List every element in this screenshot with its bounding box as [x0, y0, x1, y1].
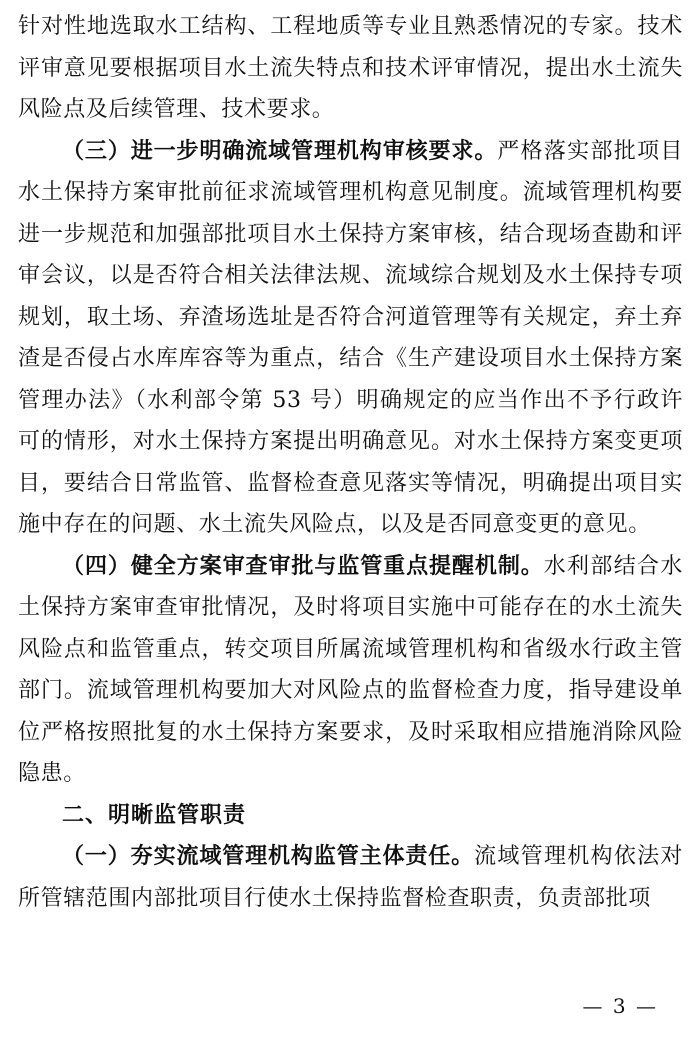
- paragraph-3-heading: （三）进一步明确流域管理机构审核要求。: [62, 138, 498, 164]
- document-body: [18, 6, 683, 919]
- paragraph-5-body: 流域管理机构依法对所管辖范围内部批项目行使水土保持监督检查职责，负责部批项: [18, 844, 683, 911]
- paragraph-4-heading: （四）健全方案审查审批与监管重点提醒机制。: [62, 553, 544, 579]
- paragraph-continuation: [18, 6, 683, 131]
- paragraph-5-heading: （一）夯实流域管理机构监管主体责任。: [62, 844, 475, 869]
- paragraph-3-body: 严格落实部批项目水土保持方案审批前征求流域管理机构意见制度。流域管理机构要进一步规范和加强部批项目水土保持方案审核，结合现场查勘和评审会议，以是否符合相关法律法规、流域综合规划及水土保持专项规划，取土场、弃渣场选址是否符合河道管理等有关规定，弃土弃渣是否侵占水库库容等为重点，结合《生产建设项目水土保持方案管理办法》（水利部令第 53 号）明确规定的应当作出不予行政许可的情形，对水土保持方案提出明确意见。对水土保持方案变更项目，要结合日常监管、监督检查意见落实等情况，明确提出项目实施中存在的问题、水土流失风险点，以及是否同意变更的意见。: [18, 138, 683, 537]
- paragraph-4: [18, 546, 683, 795]
- paragraph-continuation-text: 针对性地选取水工结构、工程地质等专业且熟悉情况的专家。技术评审意见要根据项目水土流失特点和技术评审情况，提出水土流失风险点及后续管理、技术要求。: [18, 14, 683, 122]
- paragraph-5: [18, 836, 683, 919]
- section-2-heading: 二、明晰监管职责: [62, 802, 247, 828]
- paragraph-3: [18, 131, 683, 546]
- paragraph-4-body: 水利部结合水土保持方案审查审批情况，及时将项目实施中可能存在的水土流失风险点和监管重点，转交项目所属流域管理机构和省级水行政主管部门。流域管理机构要加大对风险点的监督检查力度，指导建设单位严格按照批复的水土保持方案要求，及时采取相应措施消除风险隐患。: [18, 553, 683, 786]
- page-number: — 3 —: [582, 994, 658, 1018]
